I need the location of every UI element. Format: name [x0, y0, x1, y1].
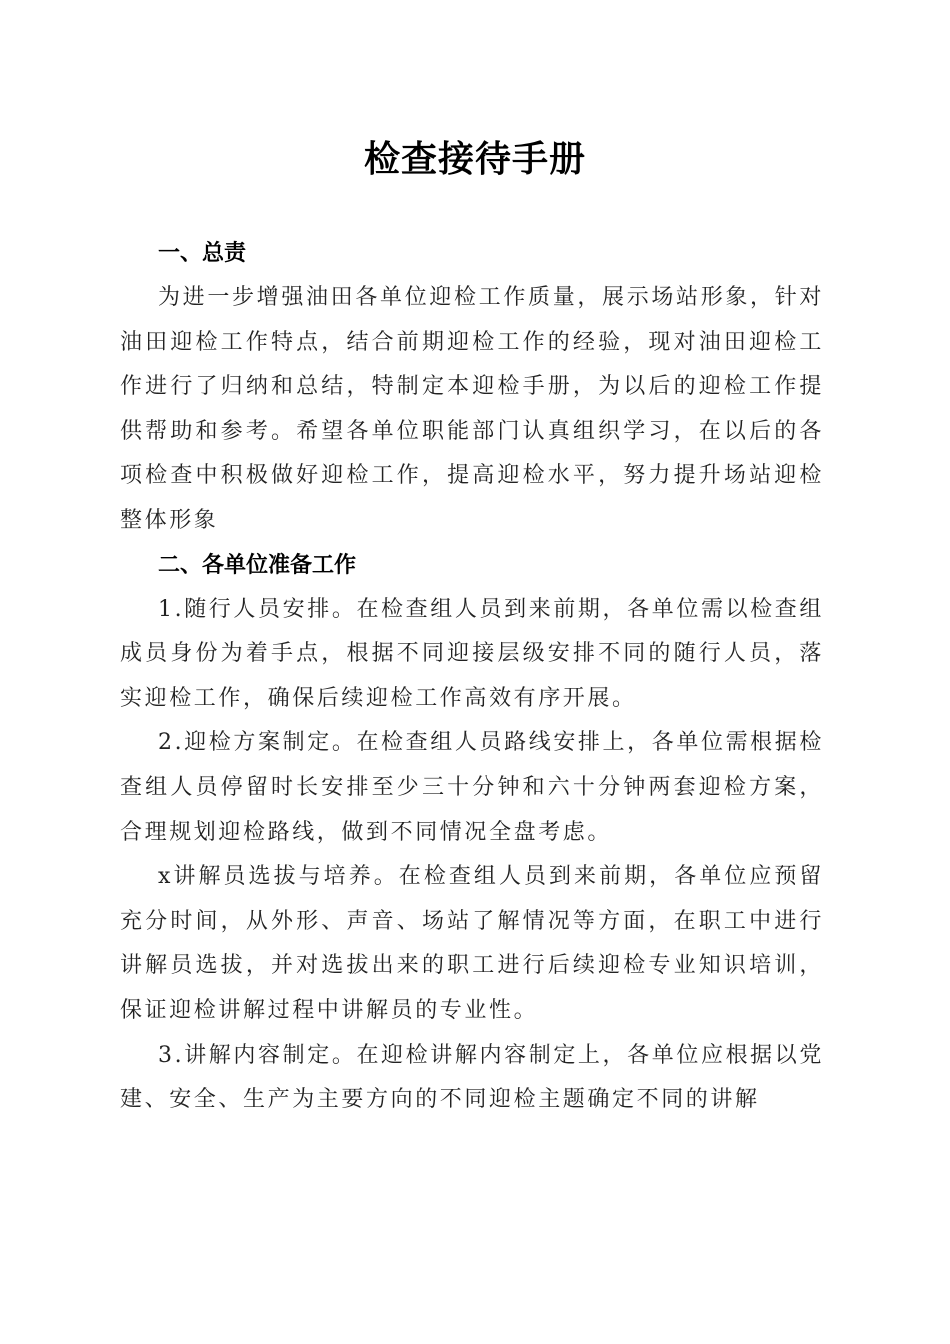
paragraph: 1.随行人员安排。在检查组人员到来前期，各单位需以检查组成员身份为着手点，根据不同迎接层级安排不同的随行人员，落实迎检工作，确保后续迎检工作高效有序开展。	[120, 596, 824, 711]
paragraph: 2.迎检方案制定。在检查组人员路线安排上，各单位需根据检查组人员停留时长安排至少三十分钟和六十分钟两套迎检方案，合理规划迎检路线，做到不同情况全盘考虑。	[120, 730, 824, 845]
paragraph: 为进一步增强油田各单位迎检工作质量，展示场站形象，针对油田迎检工作特点，结合前期迎检工作的经验，现对油田迎检工作进行了归纳和总结，特制定本迎检手册，为以后的迎检工作提供帮助和参考。希望各单位职能部门认真组织学习，在以后的各项检查中积极做好迎检工作，提高迎检水平，努力提升场站迎检整体形象	[120, 285, 824, 533]
paragraph: 3.讲解内容制定。在迎检讲解内容制定上，各单位应根据以党建、安全、生产为主要方向的不同迎检主题确定不同的讲解	[120, 1042, 824, 1113]
section-unit-preparation	[120, 544, 824, 1123]
document-title: 检查接待手册	[363, 138, 586, 180]
section-heading: 一、总责	[158, 241, 247, 266]
section-heading: 二、各单位准备工作	[158, 552, 357, 578]
document-body	[120, 232, 824, 1123]
section-general-duty	[120, 232, 824, 544]
paragraph: x讲解员选拔与培养。在检查组人员到来前期，各单位应预留充分时间，从外形、声音、场站了解情况等方面，在职工中进行讲解员选拔，并对选拔出来的职工进行后续迎检专业知识培训，保证迎检讲解过程中讲解员的专业性。	[120, 864, 824, 1023]
